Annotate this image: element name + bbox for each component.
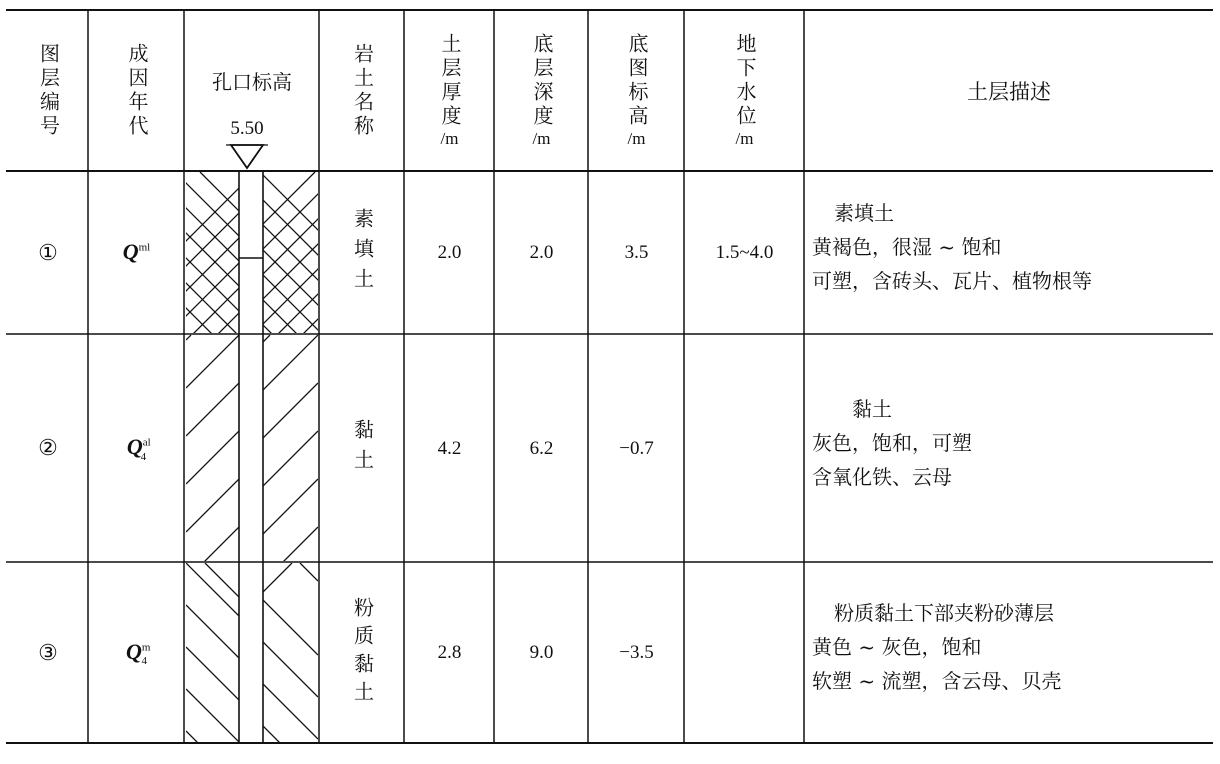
depth-1: 2.0 — [529, 242, 554, 263]
header-elevation-value: 5.50 — [230, 118, 264, 139]
description-3: 粉质黏土下部夹粉砂薄层 黄色 ~ 灰色，饱和 软塑 ~ 流塑，含云母、贝壳 — [812, 601, 1062, 693]
layer-no-3: ③ — [38, 640, 58, 666]
bottom-elev-3: −3.5 — [619, 642, 654, 663]
depth-3: 9.0 — [529, 642, 554, 663]
header-bottom-elev: 底图标高 /m — [625, 33, 649, 148]
age-1: $Q^{ml}$ — [122, 238, 151, 264]
thickness-3: 2.8 — [437, 642, 462, 663]
water-3 — [685, 563, 804, 743]
water-2 — [685, 335, 804, 562]
header-thickness: 土层厚度 /m — [438, 33, 462, 148]
bottom-elev-2: −0.7 — [619, 437, 654, 459]
borehole-column — [226, 145, 268, 743]
age-2: $Q^{al}_4$ — [126, 434, 151, 463]
soil-name-3: 粉质黏土 — [350, 597, 375, 709]
header-water: 地下水位 /m — [733, 33, 757, 148]
description-1: 素填土 黄褐色，很湿 ~ 饱和 可塑，含砖头、瓦片、植物根等 — [812, 201, 1092, 293]
header-layer-no: 图层编号 — [36, 43, 61, 139]
thickness-1: 2.0 — [437, 242, 462, 263]
layer-no-1: ① — [38, 240, 58, 266]
soil-name-1: 素填土 — [350, 208, 375, 298]
thickness-2: 4.2 — [437, 437, 462, 459]
age-3: $Q^m_4$ — [126, 638, 151, 668]
header-age: 成因年代 — [125, 43, 149, 139]
header-depth: 底层深度 /m — [530, 33, 554, 148]
layer-no-2: ② — [38, 436, 58, 461]
depth-2: 6.2 — [529, 437, 554, 459]
header-description: 土层描述 — [967, 80, 1051, 104]
header-soil-name: 岩土名称 — [350, 43, 375, 139]
soil-name-2: 黏土 — [350, 418, 375, 479]
description-2: 黏土 灰色，饱和，可塑 含氧化铁、云母 — [812, 397, 972, 489]
bottom-elev-1: 3.5 — [624, 242, 649, 263]
header-elevation-title: 孔口标高 — [212, 69, 292, 94]
water-1: 1.5~4.0 — [715, 242, 774, 263]
